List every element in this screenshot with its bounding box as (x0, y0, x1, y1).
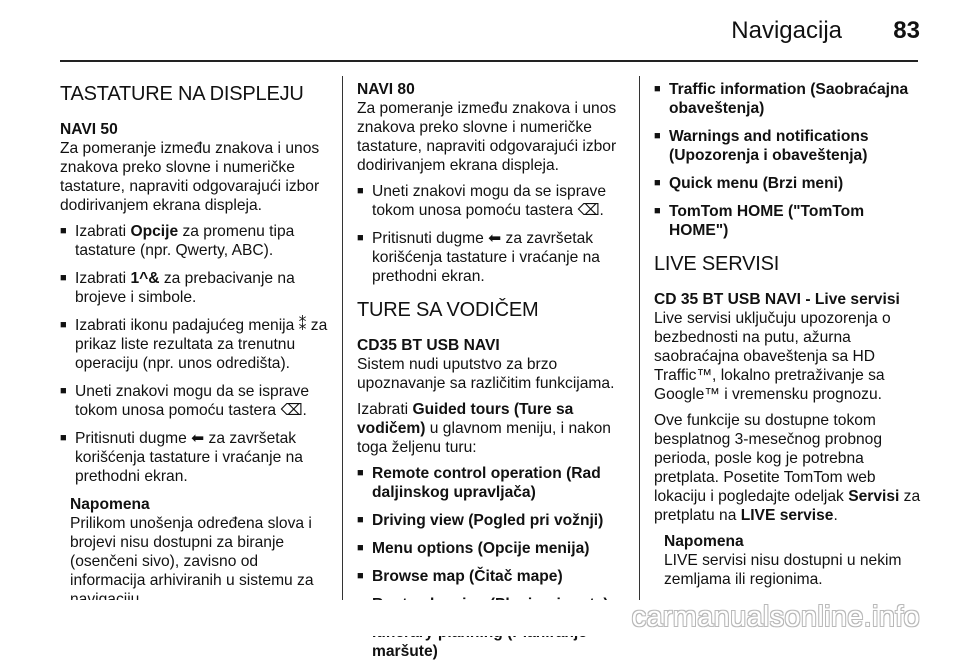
list-item: ■ Izabrati ikonu padajućeg menija ⁑ za prikaz liste rezultata za trenutnu operaciju (npr. unos odredišta). (60, 316, 328, 373)
list-item: ■ TomTom HOME ("TomTom HOME") (654, 202, 926, 240)
subheading-cd35: CD35 BT USB NAVI (357, 337, 500, 354)
note-box (60, 495, 328, 609)
column-2 (357, 80, 625, 670)
paragraph: Sistem nudi uputstvo za brzo upoznavanje sa različitim funkcijama. (357, 356, 615, 392)
section-title-touchscreen-keyboards: TASTATURE NA DISPLEJU (60, 83, 304, 105)
list-item: ■ Pritisnuti dugme ⬅ za završetak korišćenja tastature i vraćanje na prethodni ekran. (60, 429, 328, 486)
page-header (0, 0, 960, 60)
list-item: ■ Remote control operation (Rad daljinskog upravljača) (357, 464, 625, 502)
list-item: ■ Traffic information (Saobraćajna obaveštenja) (654, 80, 926, 118)
subheading-navi80: NAVI 80 (357, 81, 415, 98)
backspace-icon: ⌫ (280, 402, 303, 419)
header-title: Navigacija (731, 17, 842, 44)
column-divider (639, 76, 640, 608)
header-rule (60, 60, 918, 62)
bullet-list (357, 182, 625, 286)
watermark-text: carmanualsonline.info (631, 601, 920, 633)
list-item: ■ maršute) (357, 623, 625, 661)
note-label: Napomena (70, 496, 150, 513)
subheading-navi50: NAVI 50 (60, 121, 118, 138)
section-title-guided-tours: TURE SA VODIČEM (357, 299, 539, 321)
column-3 (654, 80, 926, 589)
list-item: ■ Pritisnuti dugme ⬅ za završetak korišćenja tastature i vraćanje na prethodni ekran. (357, 229, 625, 286)
note-text: Prilikom unošenja određena slova i brojevi nisu dostupni za biranje (osenčeni sivo), zavisno od informacija arhiviranih u sistemu za (70, 515, 314, 589)
paragraph: Live servisi uključuju upozorenja o bezbednosti na putu, ažurna saobraćajna obaveštenja sa HD Traffic™, lokalno pretraživanje sa Google™ i vremensku prognozu. (654, 310, 891, 403)
list-item: ■ Izabrati 1^& za prebacivanje na brojeve i simbole. (60, 269, 328, 307)
back-arrow-icon: ⬅ (191, 430, 205, 447)
list-item: ■ Warnings and notifications (Upozorenja i obaveštenja) (654, 127, 926, 165)
tour-list (654, 80, 926, 240)
column-divider (342, 76, 343, 608)
paragraph: Izabrati Guided tours (Ture sa vodičem) u glavnom meniju, i nakon toga željenu turu: (357, 401, 611, 456)
list-item: ■ Quick menu (Brzi meni) (654, 174, 926, 193)
watermark-band (0, 600, 960, 636)
page-number: 83 (893, 17, 920, 44)
note-text: LIVE servisi nisu dostupni u nekim zemljama ili regionima. (664, 552, 902, 588)
list-item: ■ Uneti znakovi mogu da se isprave tokom unosa pomoću tastera ⌫. (357, 182, 625, 220)
column-1 (60, 80, 328, 609)
note-box (654, 532, 926, 589)
list-item: ■ Izabrati Opcije za promenu tipa tastature (npr. Qwerty, ABC). (60, 222, 328, 260)
section-title-live-services: LIVE SERVISI (654, 253, 780, 275)
dropdown-menu-icon: ⁑ (298, 317, 307, 334)
subheading-live-services: CD 35 BT USB NAVI - Live servisi (654, 291, 900, 308)
list-item: ■ Menu options (Opcije menija) (357, 539, 625, 558)
list-item: ■ Browse map (Čitač mape) (357, 567, 625, 586)
intro-paragraph: Za pomeranje između znakova i unos znakova preko slovne i numeričke tastature, napraviti odgovarajući izbor dodirivanjem ekrana displeja. (60, 140, 320, 214)
bullet-list (60, 222, 328, 486)
list-item: ■ Uneti znakovi mogu da se isprave tokom unosa pomoću tastera ⌫. (60, 382, 328, 420)
back-arrow-icon: ⬅ (488, 230, 502, 247)
note-label: Napomena (664, 533, 744, 550)
paragraph: Ove funkcije su dostupne tokom besplatnog 3-mesečnog probnog perioda, posle kog je potrebna pretplata. Posetite TomTom web lokaciju i pogledajte odeljak Servisi za pretplatu na LIVE servise. (654, 412, 921, 524)
intro-paragraph: Za pomeranje između znakova i unos znakova preko slovne i numeričke tastature, napraviti odgovarajući izbor dodirivanjem ekrana displeja. (357, 100, 617, 174)
backspace-icon: ⌫ (577, 202, 600, 219)
list-item: ■ Driving view (Pogled pri vožnji) (357, 511, 625, 530)
